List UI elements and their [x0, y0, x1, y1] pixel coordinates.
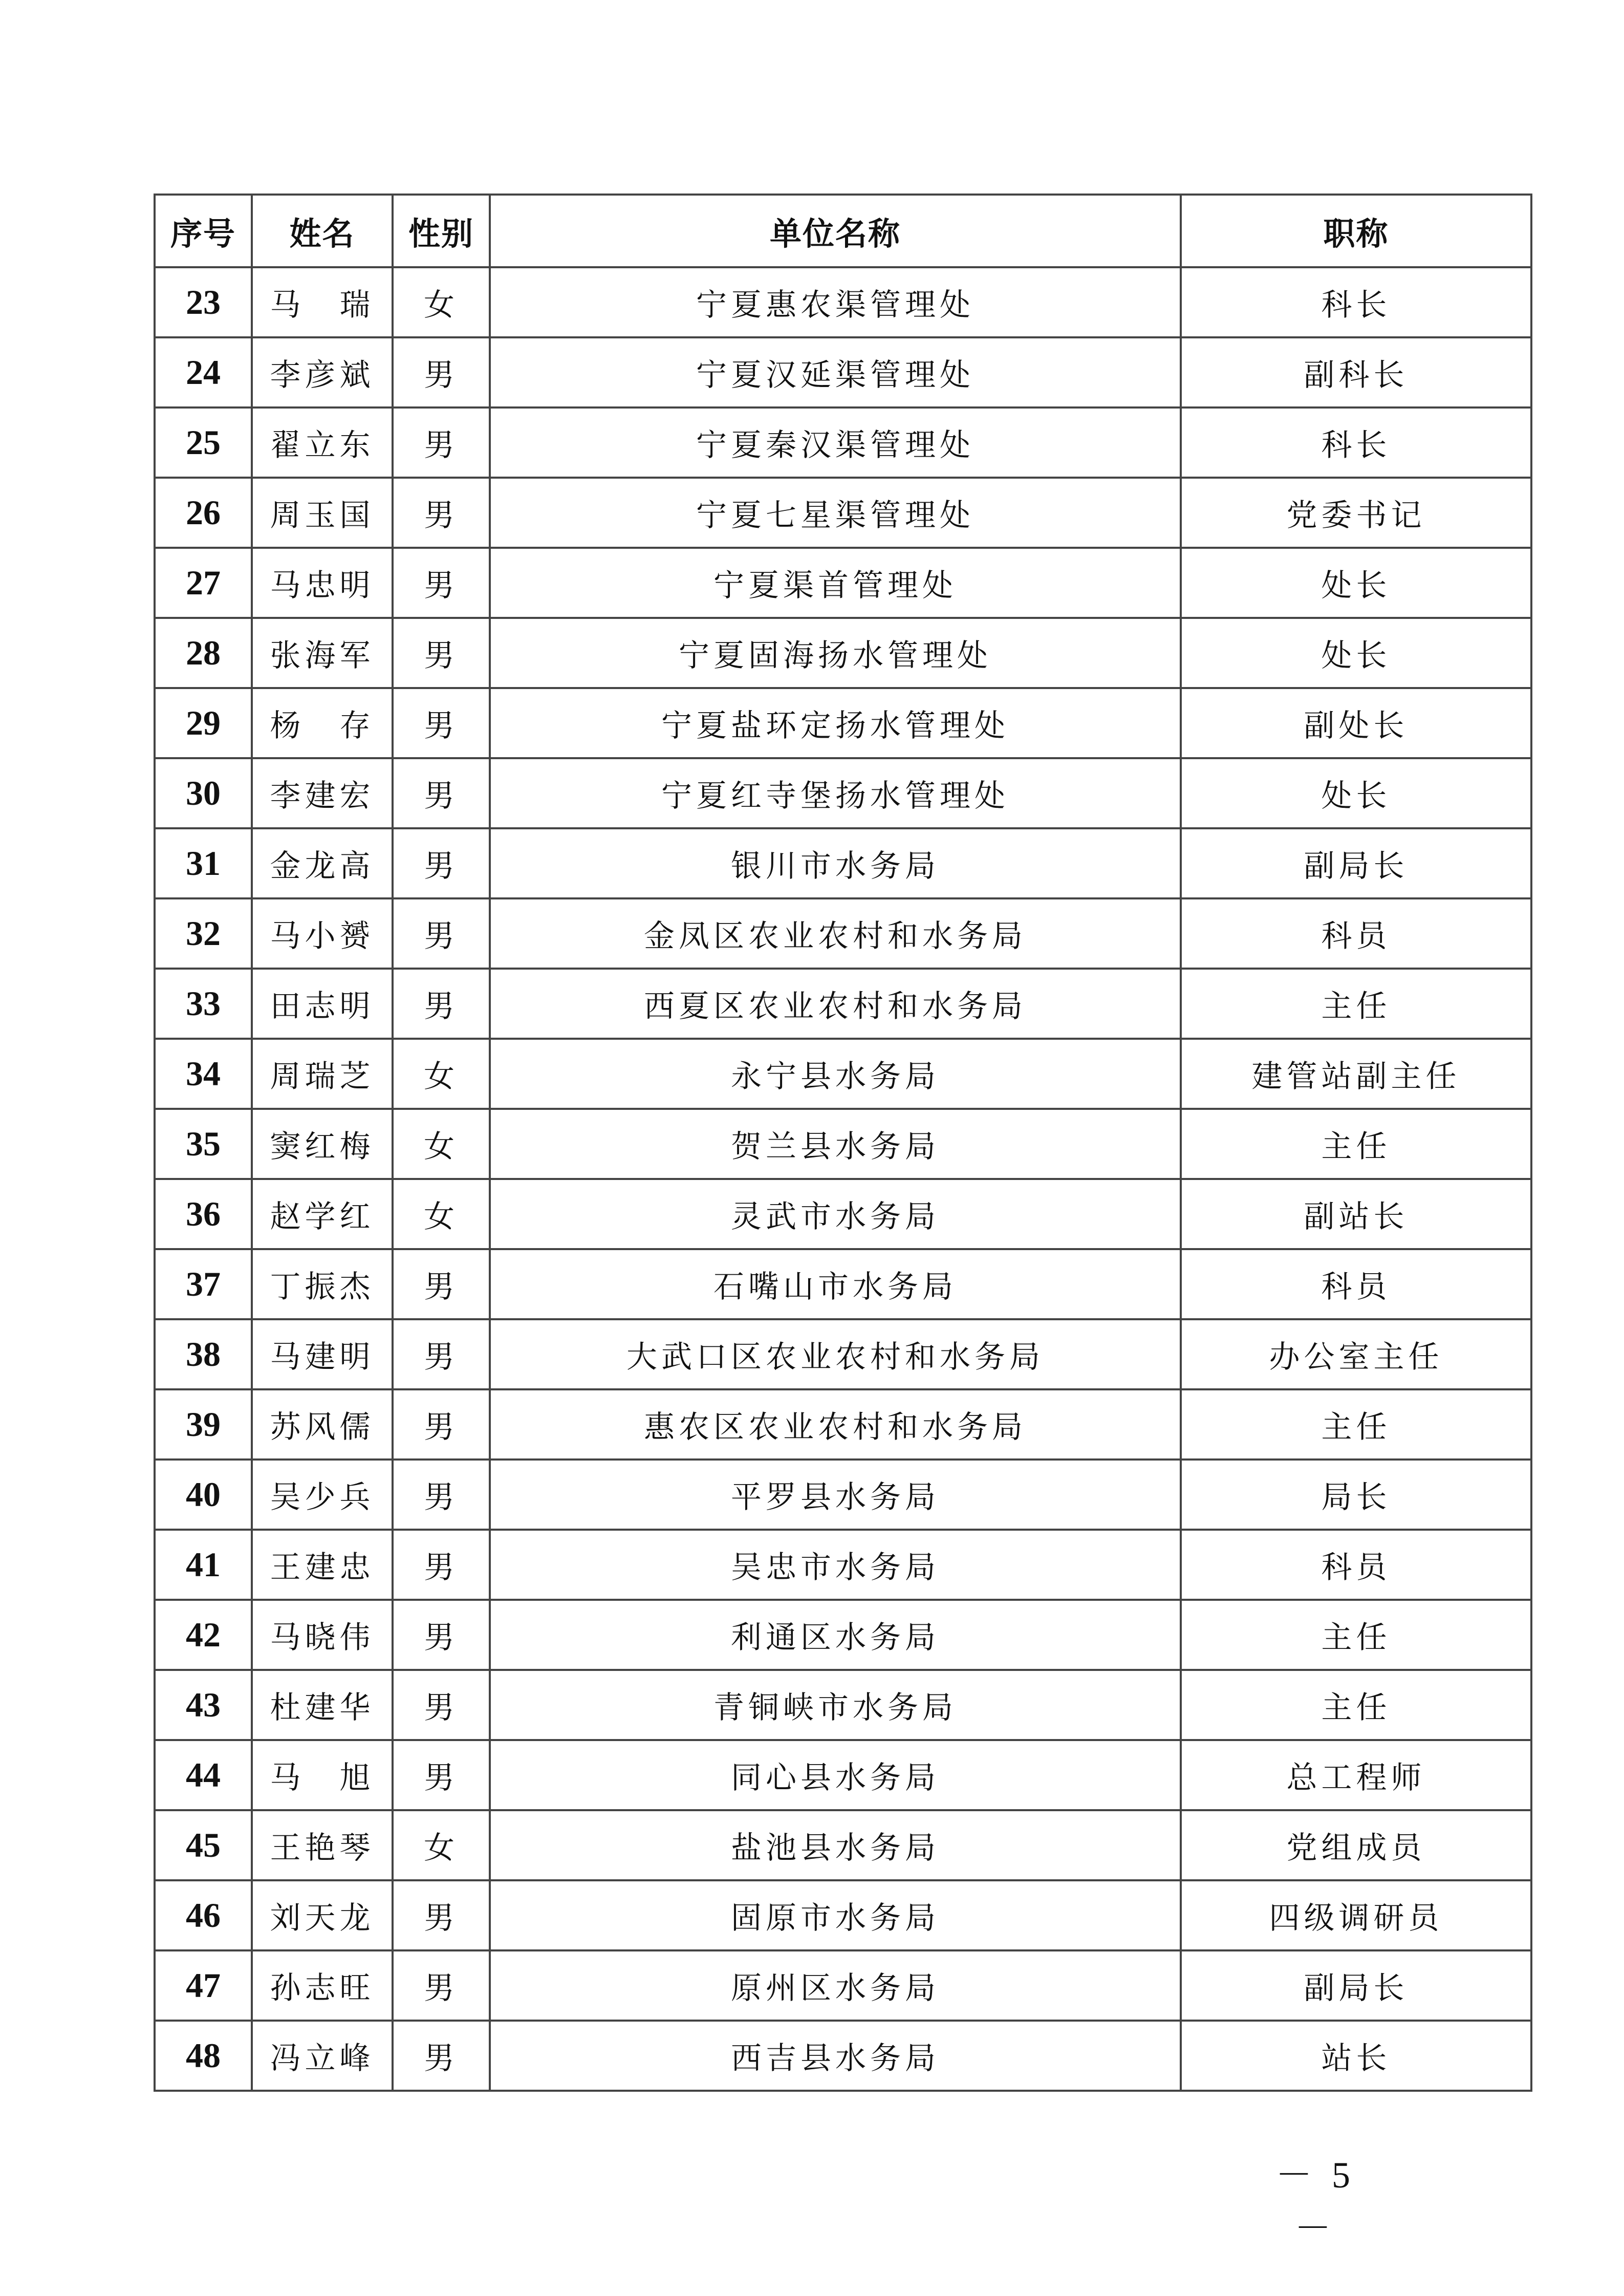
- cell-gender: 男: [393, 1460, 490, 1530]
- cell-index: 27: [155, 548, 252, 618]
- cell-title: 副科长: [1181, 337, 1531, 407]
- cell-unit: 利通区水务局: [490, 1600, 1181, 1670]
- cell-index: 25: [155, 407, 252, 478]
- cell-title: 党组成员: [1181, 1810, 1531, 1880]
- cell-unit: 西夏区农业农村和水务局: [490, 969, 1181, 1039]
- cell-title: 党委书记: [1181, 478, 1531, 548]
- cell-title: 科员: [1181, 1530, 1531, 1600]
- cell-unit: 宁夏红寺堡扬水管理处: [490, 758, 1181, 828]
- cell-gender: 男: [393, 1740, 490, 1810]
- cell-unit: 银川市水务局: [490, 828, 1181, 898]
- cell-gender: 男: [393, 688, 490, 758]
- cell-gender: 男: [393, 1530, 490, 1600]
- cell-title: 主任: [1181, 1109, 1531, 1179]
- cell-name: 杜建华: [252, 1670, 393, 1740]
- table-row: [155, 758, 1531, 828]
- cell-index: 38: [155, 1319, 252, 1389]
- cell-name: 冯立峰: [252, 2021, 393, 2091]
- cell-index: 41: [155, 1530, 252, 1600]
- cell-name: 王建忠: [252, 1530, 393, 1600]
- cell-gender: 女: [393, 1039, 490, 1109]
- cell-index: 33: [155, 969, 252, 1039]
- table-row: [155, 1530, 1531, 1600]
- cell-title: 局长: [1181, 1460, 1531, 1530]
- cell-index: 48: [155, 2021, 252, 2091]
- cell-gender: 女: [393, 1109, 490, 1179]
- header-unit: 单位名称: [490, 195, 1181, 267]
- cell-title: 科长: [1181, 407, 1531, 478]
- cell-title: 科长: [1181, 267, 1531, 337]
- cell-index: 45: [155, 1810, 252, 1880]
- cell-title: 副站长: [1181, 1179, 1531, 1249]
- cell-unit: 宁夏汉延渠管理处: [490, 337, 1181, 407]
- cell-gender: 男: [393, 828, 490, 898]
- cell-unit: 惠农区农业农村和水务局: [490, 1389, 1181, 1460]
- cell-unit: 吴忠市水务局: [490, 1530, 1181, 1600]
- cell-unit: 原州区水务局: [490, 1950, 1181, 2021]
- table-row: [155, 1740, 1531, 1810]
- table-row: [155, 1039, 1531, 1109]
- cell-index: 37: [155, 1249, 252, 1319]
- table-row: [155, 267, 1531, 337]
- cell-index: 34: [155, 1039, 252, 1109]
- cell-index: 42: [155, 1600, 252, 1670]
- cell-gender: 男: [393, 1950, 490, 2021]
- cell-unit: 永宁县水务局: [490, 1039, 1181, 1109]
- cell-unit: 青铜峡市水务局: [490, 1670, 1181, 1740]
- cell-name: 金龙高: [252, 828, 393, 898]
- cell-name: 张海军: [252, 618, 393, 688]
- cell-unit: 金凤区农业农村和水务局: [490, 898, 1181, 969]
- table-row: [155, 407, 1531, 478]
- cell-index: 39: [155, 1389, 252, 1460]
- cell-unit: 宁夏固海扬水管理处: [490, 618, 1181, 688]
- cell-title: 四级调研员: [1181, 1880, 1531, 1950]
- cell-name: 周玉国: [252, 478, 393, 548]
- cell-title: 主任: [1181, 1600, 1531, 1670]
- table-row: [155, 688, 1531, 758]
- table-row: [155, 1600, 1531, 1670]
- cell-name: 马晓伟: [252, 1600, 393, 1670]
- table-row: [155, 548, 1531, 618]
- page-number: － 5 －: [1275, 2155, 1355, 2249]
- table-row: [155, 2021, 1531, 2091]
- cell-name: 马建明: [252, 1319, 393, 1389]
- cell-gender: 男: [393, 2021, 490, 2091]
- cell-index: 40: [155, 1460, 252, 1530]
- table-row: [155, 478, 1531, 548]
- cell-unit: 盐池县水务局: [490, 1810, 1181, 1880]
- cell-gender: 男: [393, 758, 490, 828]
- cell-unit: 同心县水务局: [490, 1740, 1181, 1810]
- cell-unit: 灵武市水务局: [490, 1179, 1181, 1249]
- table-row: [155, 618, 1531, 688]
- table-row: [155, 1249, 1531, 1319]
- cell-gender: 男: [393, 407, 490, 478]
- cell-index: 32: [155, 898, 252, 969]
- cell-name: 李彦斌: [252, 337, 393, 407]
- cell-unit: 宁夏七星渠管理处: [490, 478, 1181, 548]
- cell-name: 窦红梅: [252, 1109, 393, 1179]
- table-row: [155, 1319, 1531, 1389]
- cell-title: 建管站副主任: [1181, 1039, 1531, 1109]
- header-name: 姓名: [252, 195, 393, 267]
- cell-name: 丁振杰: [252, 1249, 393, 1319]
- cell-name: 翟立东: [252, 407, 393, 478]
- cell-title: 主任: [1181, 969, 1531, 1039]
- table-row: [155, 1810, 1531, 1880]
- table-row: [155, 1670, 1531, 1740]
- cell-index: 31: [155, 828, 252, 898]
- header-index: 序号: [155, 195, 252, 267]
- cell-gender: 男: [393, 337, 490, 407]
- cell-title: 主任: [1181, 1389, 1531, 1460]
- cell-name: 田志明: [252, 969, 393, 1039]
- cell-index: 35: [155, 1109, 252, 1179]
- cell-name: 吴少兵: [252, 1460, 393, 1530]
- cell-name: 马忠明: [252, 548, 393, 618]
- cell-gender: 女: [393, 1810, 490, 1880]
- cell-index: 47: [155, 1950, 252, 2021]
- cell-name: 苏风儒: [252, 1389, 393, 1460]
- table-row: [155, 1179, 1531, 1249]
- cell-name: 周瑞芝: [252, 1039, 393, 1109]
- cell-gender: 男: [393, 898, 490, 969]
- cell-title: 办公室主任: [1181, 1319, 1531, 1389]
- header-title: 职称: [1181, 195, 1531, 267]
- cell-index: 44: [155, 1740, 252, 1810]
- cell-unit: 大武口区农业农村和水务局: [490, 1319, 1181, 1389]
- cell-title: 副局长: [1181, 828, 1531, 898]
- cell-gender: 女: [393, 267, 490, 337]
- cell-gender: 男: [393, 1880, 490, 1950]
- cell-title: 副处长: [1181, 688, 1531, 758]
- personnel-table: [154, 194, 1532, 2092]
- cell-title: 处长: [1181, 548, 1531, 618]
- cell-index: 28: [155, 618, 252, 688]
- cell-gender: 女: [393, 1179, 490, 1249]
- cell-gender: 男: [393, 548, 490, 618]
- table-row: [155, 828, 1531, 898]
- cell-index: 30: [155, 758, 252, 828]
- cell-title: 副局长: [1181, 1950, 1531, 2021]
- table-row: [155, 1389, 1531, 1460]
- cell-index: 24: [155, 337, 252, 407]
- cell-title: 处长: [1181, 618, 1531, 688]
- cell-index: 26: [155, 478, 252, 548]
- cell-title: 科员: [1181, 1249, 1531, 1319]
- cell-title: 处长: [1181, 758, 1531, 828]
- cell-gender: 男: [393, 1389, 490, 1460]
- cell-gender: 男: [393, 478, 490, 548]
- cell-title: 总工程师: [1181, 1740, 1531, 1810]
- cell-index: 46: [155, 1880, 252, 1950]
- cell-name: 孙志旺: [252, 1950, 393, 2021]
- table-row: [155, 1109, 1531, 1179]
- table-row: [155, 1880, 1531, 1950]
- cell-index: 23: [155, 267, 252, 337]
- table-row: [155, 898, 1531, 969]
- cell-index: 36: [155, 1179, 252, 1249]
- cell-gender: 男: [393, 618, 490, 688]
- cell-unit: 石嘴山市水务局: [490, 1249, 1181, 1319]
- cell-gender: 男: [393, 1319, 490, 1389]
- cell-name: 王艳琴: [252, 1810, 393, 1880]
- header-gender: 性别: [393, 195, 490, 267]
- table-row: [155, 1460, 1531, 1530]
- cell-title: 科员: [1181, 898, 1531, 969]
- cell-index: 43: [155, 1670, 252, 1740]
- cell-name: 李建宏: [252, 758, 393, 828]
- cell-unit: 贺兰县水务局: [490, 1109, 1181, 1179]
- table-row: [155, 1950, 1531, 2021]
- cell-index: 29: [155, 688, 252, 758]
- cell-gender: 男: [393, 1670, 490, 1740]
- cell-name: 刘天龙: [252, 1880, 393, 1950]
- cell-name: 马 瑞: [252, 267, 393, 337]
- cell-name: 杨 存: [252, 688, 393, 758]
- cell-title: 站长: [1181, 2021, 1531, 2091]
- table-header-row: [155, 195, 1531, 267]
- table-body: [155, 267, 1531, 2091]
- cell-unit: 固原市水务局: [490, 1880, 1181, 1950]
- cell-gender: 男: [393, 1600, 490, 1670]
- cell-unit: 宁夏盐环定扬水管理处: [490, 688, 1181, 758]
- cell-unit: 西吉县水务局: [490, 2021, 1181, 2091]
- cell-unit: 平罗县水务局: [490, 1460, 1181, 1530]
- cell-name: 马小赟: [252, 898, 393, 969]
- cell-name: 赵学红: [252, 1179, 393, 1249]
- cell-title: 主任: [1181, 1670, 1531, 1740]
- table-row: [155, 337, 1531, 407]
- cell-unit: 宁夏惠农渠管理处: [490, 267, 1181, 337]
- cell-unit: 宁夏渠首管理处: [490, 548, 1181, 618]
- cell-unit: 宁夏秦汉渠管理处: [490, 407, 1181, 478]
- table-row: [155, 969, 1531, 1039]
- cell-name: 马 旭: [252, 1740, 393, 1810]
- cell-gender: 男: [393, 1249, 490, 1319]
- cell-gender: 男: [393, 969, 490, 1039]
